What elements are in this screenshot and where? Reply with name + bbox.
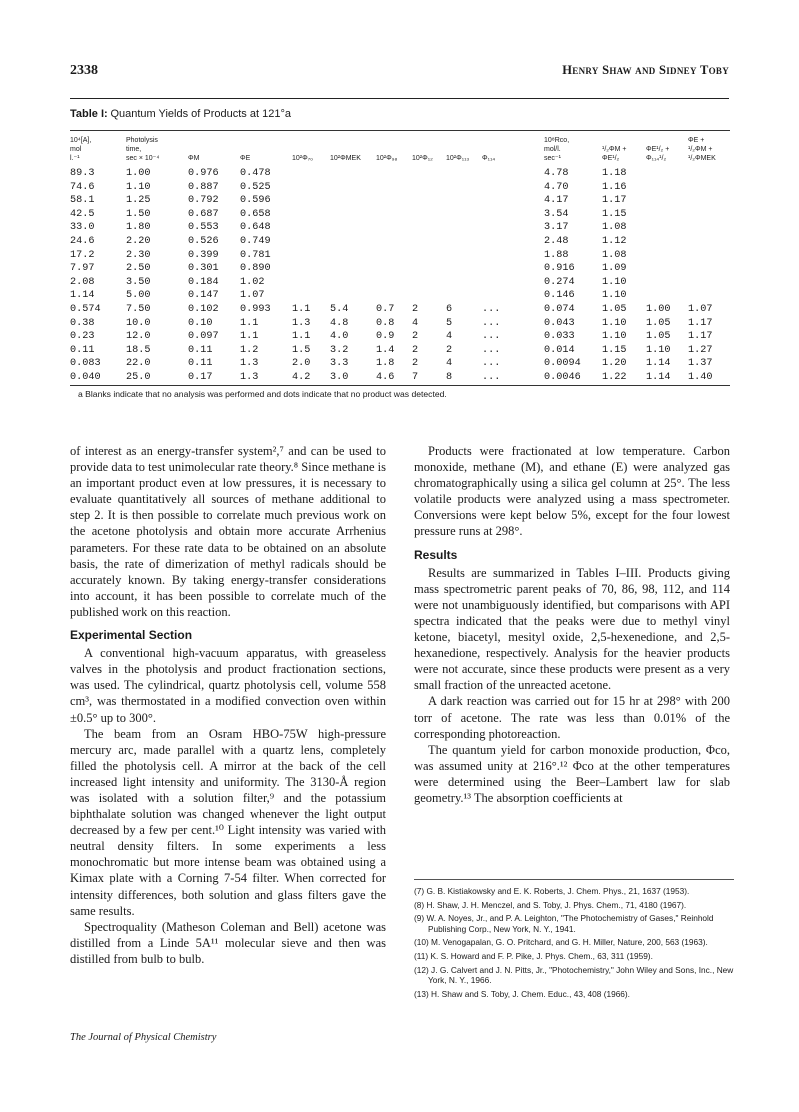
table-cell: 2.20 — [126, 235, 151, 247]
table-cell: 1.07 — [688, 303, 713, 315]
table-cell: 1.40 — [688, 371, 713, 383]
reference-item: (9) W. A. Noyes, Jr., and P. A. Leighton, "The Photochemistry of Gases," Reinhold Publishing Corp., New York, N. Y., 1941. — [414, 913, 714, 934]
reference-item: (7) G. B. Kistiakowsky and E. K. Roberts, J. Chem. Phys., 21, 1637 (1953). — [414, 886, 690, 896]
table-cell — [412, 208, 446, 222]
table-cell: 0.976 — [188, 168, 219, 179]
table-cell — [482, 289, 544, 303]
column-header: 10⁸Rco, mol/l. sec⁻¹ — [544, 137, 570, 162]
table-cell — [376, 167, 412, 181]
table-cell: 0.596 — [240, 195, 271, 207]
table-cell — [688, 221, 730, 235]
table-cell: 1.05 — [646, 331, 671, 343]
table-cell: ... — [482, 317, 501, 329]
table-cell: 0.887 — [188, 181, 219, 193]
table-cell — [646, 208, 688, 222]
table-cell — [482, 221, 544, 235]
right-column — [414, 443, 730, 806]
table-row — [70, 289, 730, 303]
table-cell: 0.574 — [70, 303, 101, 315]
table-cell: 0.525 — [240, 181, 271, 193]
intro-paragraph: of interest as an energy-transfer system²,⁷ and can be used to provide data to test unimolecular rate theory.⁸ Since methane is an important product even at low pressures, it is necessary to evaluate quantitatively all sources of methane additional to step 2. It is then possible to correlate much previous work on the acetone photolysis and obtain more accurate Arrhenius parameters. For these rate data to be obtained on an absolute basis, the rate of dimerization of methyl radicals should be accurately known. By taking energy-transfer considerations into account, it has been possible to correlate much of the published work on this reaction. — [70, 444, 386, 619]
table-cell — [412, 235, 446, 249]
table-cell — [330, 235, 376, 249]
table-cell — [446, 194, 482, 208]
table-cell: 24.6 — [70, 235, 95, 247]
table-cell: 0.526 — [188, 235, 219, 247]
table-cell: 1.3 — [240, 358, 259, 370]
table-cell: 4 — [412, 317, 419, 329]
table-cell: 1.1 — [292, 303, 311, 315]
table-cell: ... — [482, 303, 501, 315]
table-cell: 0.033 — [544, 331, 575, 343]
experimental-paragraph-1: A conventional high-vacuum apparatus, with greaseless valves in the photolysis and product fractionation sections, was used. The cylindrical, quartz photolysis cell, volume 558 cm³, was thermostated in a modified convection oven within ±0.5° up to 300°. — [70, 646, 386, 725]
column-header: Photolysis time, sec × 10⁻⁴ — [126, 137, 160, 162]
table-cell: 0.792 — [188, 195, 219, 207]
table-cell: 7 — [412, 371, 419, 383]
table-cell — [412, 262, 446, 276]
results-paragraph-1: Results are summarized in Tables I–III. Products giving mass spectrometric parent peaks of 70, 86, 98, 112, and 114 were not unambiguously identified, but comparisons with API spectra indicated that the peaks were due to methyl vinyl ketone, biacetyl, mesityl oxide, 2,5-hexenedione, and 2,5-hexanedione, respectively. Analysis for the heavier products were not accurate, since these products were present as a very small fraction of the unreacted acetone. — [414, 565, 730, 693]
table-cell: 2.48 — [544, 235, 569, 247]
table-cell: 4.8 — [330, 317, 349, 329]
table-cell: 1.07 — [240, 290, 265, 302]
table-cell — [646, 221, 688, 235]
table-cell: 0.11 — [188, 344, 213, 356]
table-cell: 3.3 — [330, 358, 349, 370]
table-cell — [292, 249, 330, 263]
table-cell — [446, 208, 482, 222]
table-cell — [482, 194, 544, 208]
table-cell — [446, 249, 482, 263]
table-cell: 33.0 — [70, 222, 95, 234]
table-cell: 0.0046 — [544, 371, 581, 383]
table-cell: 1.18 — [602, 168, 627, 179]
table-cell: 3.17 — [544, 222, 569, 234]
table-cell — [646, 276, 688, 290]
table-cell: ... — [482, 344, 501, 356]
table-cell — [292, 262, 330, 276]
table-cell: 1.16 — [602, 181, 627, 193]
table-cell: 0.0094 — [544, 358, 581, 370]
reference-item: (10) M. Venogapalan, G. O. Pritchard, and G. H. Miller, Nature, 200, 563 (1963). — [414, 937, 708, 948]
table-cell: 4.17 — [544, 195, 569, 207]
table-cell: 0.648 — [240, 222, 271, 234]
left-column — [70, 443, 386, 967]
table-cell — [482, 181, 544, 195]
table-cell: 3.50 — [126, 276, 151, 288]
table-cell: 25.0 — [126, 371, 151, 383]
references — [414, 879, 734, 1002]
table-cell: 1.14 — [70, 290, 95, 302]
table-cell: 1.22 — [602, 371, 627, 383]
table-cell: 0.658 — [240, 208, 271, 220]
table-cell — [330, 289, 376, 303]
table-cell — [376, 249, 412, 263]
experimental-section-heading: Experimental Section — [70, 628, 193, 643]
table-cell: 1.25 — [126, 195, 151, 207]
table-cell — [292, 289, 330, 303]
table-row — [70, 276, 730, 290]
table-cell — [376, 221, 412, 235]
table-cell: 1.1 — [292, 331, 311, 343]
table-cell: 0.097 — [188, 331, 219, 343]
table-cell: 1.10 — [602, 276, 627, 288]
table-cell: 1.3 — [292, 317, 311, 329]
table-cell: 0.478 — [240, 168, 271, 179]
table-cell — [446, 262, 482, 276]
table-caption — [70, 108, 291, 120]
table-cell: 1.5 — [292, 344, 311, 356]
table-cell: 8 — [446, 371, 453, 383]
table-cell: 2.30 — [126, 249, 151, 261]
table-cell: 0.274 — [544, 276, 575, 288]
table-cell — [330, 167, 376, 181]
table-cell — [446, 181, 482, 195]
table-cell: 3.0 — [330, 371, 349, 383]
table-body — [70, 167, 730, 385]
results-heading: Results — [414, 547, 458, 562]
table-cell: 1.10 — [602, 317, 627, 329]
table-cell: 1.15 — [602, 344, 627, 356]
table-cell: 1.50 — [126, 208, 151, 220]
table-cell: 0.781 — [240, 249, 271, 261]
table-cell: 1.08 — [602, 249, 627, 261]
reference-item: (8) H. Shaw, J. H. Menczel, and S. Toby, J. Phys. Chem., 71, 4180 (1967). — [414, 899, 687, 910]
quantum-yield-table — [70, 130, 730, 399]
table-cell: 1.14 — [646, 358, 671, 370]
table-cell: 0.184 — [188, 276, 219, 288]
table-cell: 5.4 — [330, 303, 349, 315]
column-header: 10²Φ₁₂ — [412, 155, 433, 162]
table-cell: 0.083 — [70, 358, 101, 370]
table-cell — [412, 167, 446, 181]
table-cell — [688, 194, 730, 208]
table-cell: 0.687 — [188, 208, 219, 220]
table-cell: ... — [482, 371, 501, 383]
table-row — [70, 344, 730, 358]
table-cell — [446, 167, 482, 181]
table-cell — [292, 181, 330, 195]
table-cell: 0.38 — [70, 317, 95, 329]
table-cell: 1.08 — [602, 222, 627, 234]
table-label: Table I: — [70, 108, 108, 120]
table-cell — [376, 262, 412, 276]
table-cell: 2 — [412, 358, 419, 370]
table-cell: 0.301 — [188, 263, 219, 275]
table-cell: 0.147 — [188, 290, 219, 302]
table-header-row — [70, 131, 730, 167]
data-table — [70, 131, 730, 385]
table-cell: 0.11 — [188, 358, 213, 370]
table-cell: 4.2 — [292, 371, 311, 383]
table-cell — [292, 235, 330, 249]
table-row — [70, 371, 730, 385]
table-cell — [330, 181, 376, 195]
table-cell: 1.09 — [602, 263, 627, 275]
table-cell: 0.749 — [240, 235, 271, 247]
table-row — [70, 249, 730, 263]
table-cell — [688, 208, 730, 222]
table-cell — [482, 262, 544, 276]
table-row — [70, 235, 730, 249]
experimental-paragraph-2: The beam from an Osram HBO-75W high-pressure mercury arc, made parallel with a quartz lens, completely filled the photolysis cell. A mirror at the back of the cell increased light intensity and uniformity. The 3130-Å region was isolated with a solution filter,⁹ and the potassium biphthalate solution was changed whenever the light output decreased by a few per cent.¹⁰ Light intensity was varied with neutral density filters. In some experiments a less monochromatic but more intense beam was obtained using a Kimax plate with a Corning 7-54 filter. When corrected for intensity differences, both solution and glass filters gave the same results. — [70, 726, 386, 918]
table-cell: 1.27 — [688, 344, 713, 356]
table-row — [70, 208, 730, 222]
table-cell — [446, 276, 482, 290]
table-cell — [688, 167, 730, 181]
reference-list — [414, 886, 734, 999]
reference-item: (13) H. Shaw and S. Toby, J. Chem. Educ., 43, 408 (1966). — [414, 988, 630, 999]
table-cell — [292, 276, 330, 290]
table-row — [70, 167, 730, 181]
table-cell — [330, 276, 376, 290]
table-cell — [446, 221, 482, 235]
table-cell: 1.10 — [602, 331, 627, 343]
table-cell — [376, 181, 412, 195]
table-cell: 1.17 — [688, 317, 713, 329]
column-header: 10²Φ₇₀ — [292, 155, 314, 162]
table-cell: 2 — [412, 344, 419, 356]
column-header: ¹/₂ΦM + ΦE¹/₂ — [602, 146, 627, 162]
table-row — [70, 262, 730, 276]
table-cell — [446, 235, 482, 249]
column-header: ΦE — [240, 155, 251, 162]
table-cell — [376, 276, 412, 290]
table-cell — [412, 181, 446, 195]
column-header: ΦE + ¹/₂ΦM + ¹/₂ΦMEK — [688, 137, 716, 162]
column-header: 10⁴[A], mol l.⁻¹ — [70, 137, 92, 162]
table-cell: 0.8 — [376, 317, 395, 329]
journal-footer: The Journal of Physical Chemistry — [70, 1032, 217, 1043]
experimental-paragraph-3: Spectroquality (Matheson Coleman and Bell) acetone was distilled from a Linde 5A¹¹ molecular sieve and then was distilled from bulb to bulb. — [70, 919, 386, 966]
table-cell: ... — [482, 358, 501, 370]
table-cell: 1.4 — [376, 344, 395, 356]
table-cell: 1.00 — [126, 168, 151, 179]
fractionation-paragraph: Products were fractionated at low temperature. Carbon monoxide, methane (M), and ethane (E) were analyzed gas chromatographically using a silica gel column at 25°. The less volatile products were analyzed using a mass spectrometer. Conversions were kept below 5%, except for the four lowest pressure runs at 298°. — [414, 444, 730, 539]
table-cell: 1.88 — [544, 249, 569, 261]
table-cell: 12.0 — [126, 331, 151, 343]
table-cell: 2 — [412, 331, 419, 343]
table-row — [70, 194, 730, 208]
table-row — [70, 181, 730, 195]
table-cell — [412, 194, 446, 208]
table-footnote: a Blanks indicate that no analysis was performed and dots indicate that no product was detected. — [78, 388, 447, 399]
reference-item: (11) K. S. Howard and F. P. Pike, J. Phys. Chem., 63, 311 (1959). — [414, 950, 653, 961]
table-cell: 1.8 — [376, 358, 395, 370]
table-cell — [688, 276, 730, 290]
table-cell — [688, 235, 730, 249]
table-cell: 2.08 — [70, 276, 95, 288]
column-header: ΦE¹/₂ + Φ₁₁₄¹/₂ — [646, 146, 670, 162]
table-cell: ... — [482, 331, 501, 343]
table-cell: 1.02 — [240, 276, 265, 288]
table-cell: 0.014 — [544, 344, 575, 356]
table-cell — [482, 235, 544, 249]
table-cell: 1.14 — [646, 371, 671, 383]
table-cell: 3.2 — [330, 344, 349, 356]
column-header: ΦM — [188, 155, 200, 162]
table-cell — [330, 249, 376, 263]
table-cell: 1.05 — [602, 303, 627, 315]
table-cell: 1.80 — [126, 222, 151, 234]
table-cell — [646, 194, 688, 208]
table-cell — [482, 276, 544, 290]
table-cell — [688, 249, 730, 263]
table-cell — [688, 289, 730, 303]
table-cell — [482, 208, 544, 222]
references-rule — [414, 879, 734, 880]
table-cell — [482, 249, 544, 263]
table-cell: 2.50 — [126, 263, 151, 275]
table-caption-text: Quantum Yields of Products at 121°a — [110, 108, 291, 120]
results-paragraph-3: The quantum yield for carbon monoxide production, Φco, was assumed unity at 216°.¹² Φco at the other temperatures were determined using the Beer–Lambert law for slab geometry.¹³ The absorption coefficients at — [414, 742, 730, 805]
table-cell — [376, 289, 412, 303]
table-cell: 42.5 — [70, 208, 95, 220]
table-cell: 0.7 — [376, 303, 395, 315]
table-cell: 4.0 — [330, 331, 349, 343]
table-cell: 4.6 — [376, 371, 395, 383]
table-cell: 10.0 — [126, 317, 151, 329]
table-cell: 0.399 — [188, 249, 219, 261]
table-cell — [412, 221, 446, 235]
table-cell: 7.50 — [126, 303, 151, 315]
table-cell: 4.70 — [544, 181, 569, 193]
table-cell: 0.916 — [544, 263, 575, 275]
table-cell: 1.17 — [602, 195, 627, 207]
table-cell: 1.10 — [646, 344, 671, 356]
table-cell — [412, 249, 446, 263]
table-cell: 18.5 — [126, 344, 151, 356]
table-cell: 1.1 — [240, 331, 259, 343]
table-cell: 0.9 — [376, 331, 395, 343]
table-cell — [646, 235, 688, 249]
table-cell: 1.1 — [240, 317, 259, 329]
page-number: 2338 — [70, 63, 98, 78]
table-cell: 22.0 — [126, 358, 151, 370]
table-cell: 17.2 — [70, 249, 95, 261]
table-cell: 5.00 — [126, 290, 151, 302]
table-cell — [688, 262, 730, 276]
table-row — [70, 317, 730, 331]
table-cell: 3.54 — [544, 208, 569, 220]
column-header: 10²ΦMEK — [330, 155, 361, 162]
table-cell: 2.0 — [292, 358, 311, 370]
table-cell: 0.10 — [188, 317, 213, 329]
table-cell: 1.15 — [602, 208, 627, 220]
table-cell: 1.10 — [602, 290, 627, 302]
table-row — [70, 330, 730, 344]
table-cell: 2 — [446, 344, 453, 356]
column-header: Φ₁₁₄ — [482, 155, 496, 162]
table-cell — [646, 249, 688, 263]
table-cell: 1.2 — [240, 344, 259, 356]
table-cell — [688, 181, 730, 195]
table-cell: 0.553 — [188, 222, 219, 234]
table-cell — [412, 276, 446, 290]
table-cell: 0.102 — [188, 303, 219, 315]
table-cell: 2 — [412, 303, 419, 315]
table-cell: 4.78 — [544, 168, 569, 179]
table-cell — [292, 194, 330, 208]
table-cell: 1.00 — [646, 303, 671, 315]
table-cell: 1.17 — [688, 331, 713, 343]
running-head: Henry Shaw and Sidney Toby — [562, 63, 729, 77]
table-cell — [482, 167, 544, 181]
header-rule — [70, 98, 729, 99]
table-cell — [330, 221, 376, 235]
table-cell — [292, 167, 330, 181]
table-cell: 5 — [446, 317, 453, 329]
table-cell — [646, 289, 688, 303]
table-cell: 1.10 — [126, 181, 151, 193]
table-cell: 58.1 — [70, 195, 95, 207]
table-cell — [330, 262, 376, 276]
table-cell: 0.040 — [70, 371, 101, 383]
table-cell: 4 — [446, 358, 453, 370]
table-cell: 1.12 — [602, 235, 627, 247]
table-cell: 89.3 — [70, 168, 95, 179]
table-cell: 0.074 — [544, 303, 575, 315]
column-header: 10²Φ₁₁₃ — [446, 155, 470, 162]
table-cell: 0.146 — [544, 290, 575, 302]
table-row — [70, 221, 730, 235]
table-cell: 1.20 — [602, 358, 627, 370]
table-cell: 0.17 — [188, 371, 213, 383]
table-cell — [646, 262, 688, 276]
table-cell — [330, 194, 376, 208]
table-cell — [376, 235, 412, 249]
table-cell: 0.993 — [240, 303, 271, 315]
table-row — [70, 357, 730, 371]
table-cell: 7.97 — [70, 263, 95, 275]
table-row — [70, 303, 730, 317]
table-cell — [412, 289, 446, 303]
reference-item: (12) J. G. Calvert and J. N. Pitts, Jr., "Photochemistry," John Wiley and Sons, Inc., New York, N. Y., 1966. — [414, 964, 734, 986]
results-paragraph-2: A dark reaction was carried out for 15 hr at 298° with 200 torr of acetone. The rate was less than 0.01% of the corresponding photoreaction. — [414, 694, 730, 741]
table-cell — [292, 208, 330, 222]
table-cell: 1.37 — [688, 358, 713, 370]
table-cell: 0.23 — [70, 331, 95, 343]
table-cell: 0.890 — [240, 263, 271, 275]
table-cell: 1.3 — [240, 371, 259, 383]
table-cell: 1.05 — [646, 317, 671, 329]
table-cell — [646, 167, 688, 181]
table-cell: 74.6 — [70, 181, 95, 193]
table-cell: 6 — [446, 303, 453, 315]
table-cell — [446, 289, 482, 303]
column-header: 10²Φ₉₈ — [376, 155, 398, 162]
table-cell — [646, 181, 688, 195]
table-cell — [376, 208, 412, 222]
table-cell — [292, 221, 330, 235]
table-cell: 0.11 — [70, 344, 95, 356]
table-cell: 0.043 — [544, 317, 575, 329]
table-cell — [330, 208, 376, 222]
table-cell — [376, 194, 412, 208]
table-cell: 4 — [446, 331, 453, 343]
